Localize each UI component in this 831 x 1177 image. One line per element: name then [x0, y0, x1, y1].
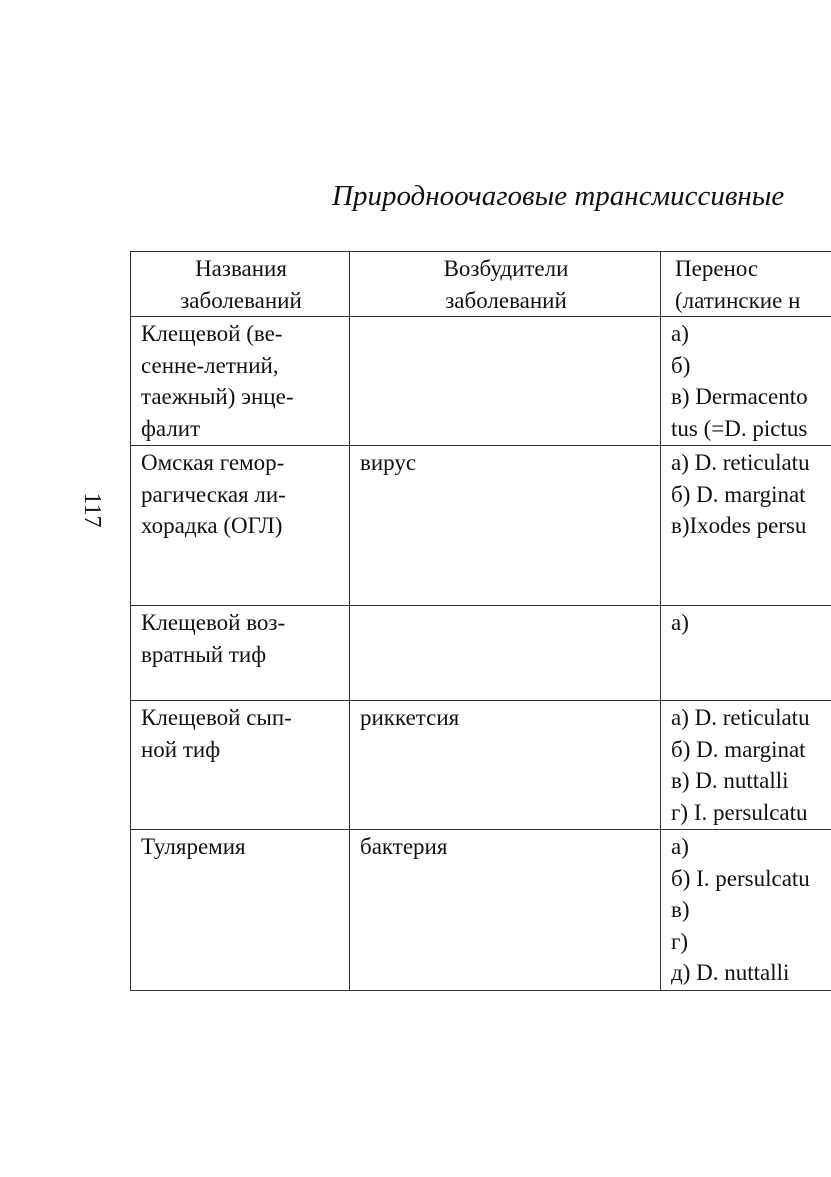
vectors-cell: а)	[661, 606, 831, 701]
table-row	[131, 701, 831, 830]
vectors-cell: а) D. reticulatu б) D. marginat в)Ixodes persu	[661, 446, 831, 606]
agent-cell: вирус	[350, 446, 661, 606]
page-title: Природноочаговые трансмиссивные	[332, 180, 785, 212]
vectors-cell: а) D. reticulatu б) D. marginat в) D. nuttalli г) I. persulcatu	[661, 701, 831, 830]
page-number: 117	[79, 492, 106, 528]
table-row	[131, 446, 831, 606]
table-row	[131, 606, 831, 701]
agent-cell: риккетсия	[350, 701, 661, 830]
disease-name-cell: Омская гемор- рагическая ли- хорадка (ОГЛ)	[131, 446, 350, 606]
table-row	[131, 830, 831, 991]
disease-name-cell: Клещевой воз- вратный тиф	[131, 606, 350, 701]
vectors-cell: а) б) в) Dermacento tus (=D. pictus	[661, 317, 831, 446]
header-disease-agents: Возбудители заболеваний	[350, 252, 661, 317]
table-header-row	[131, 252, 831, 317]
header-disease-names: Названия заболеваний	[131, 252, 350, 317]
table-row	[131, 317, 831, 446]
agent-cell	[350, 606, 661, 701]
header-vectors: Перенос (латинские н	[661, 252, 831, 317]
disease-name-cell: Клещевой сып- ной тиф	[131, 701, 350, 830]
agent-cell	[350, 317, 661, 446]
disease-name-cell: Туляремия	[131, 830, 350, 991]
disease-table	[130, 251, 831, 991]
disease-name-cell: Клещевой (ве- сенне-летний, таежный) энце- фалит	[131, 317, 350, 446]
vectors-cell: а) б) I. persulcatu в) г) д) D. nuttalli	[661, 830, 831, 991]
agent-cell: бактерия	[350, 830, 661, 991]
